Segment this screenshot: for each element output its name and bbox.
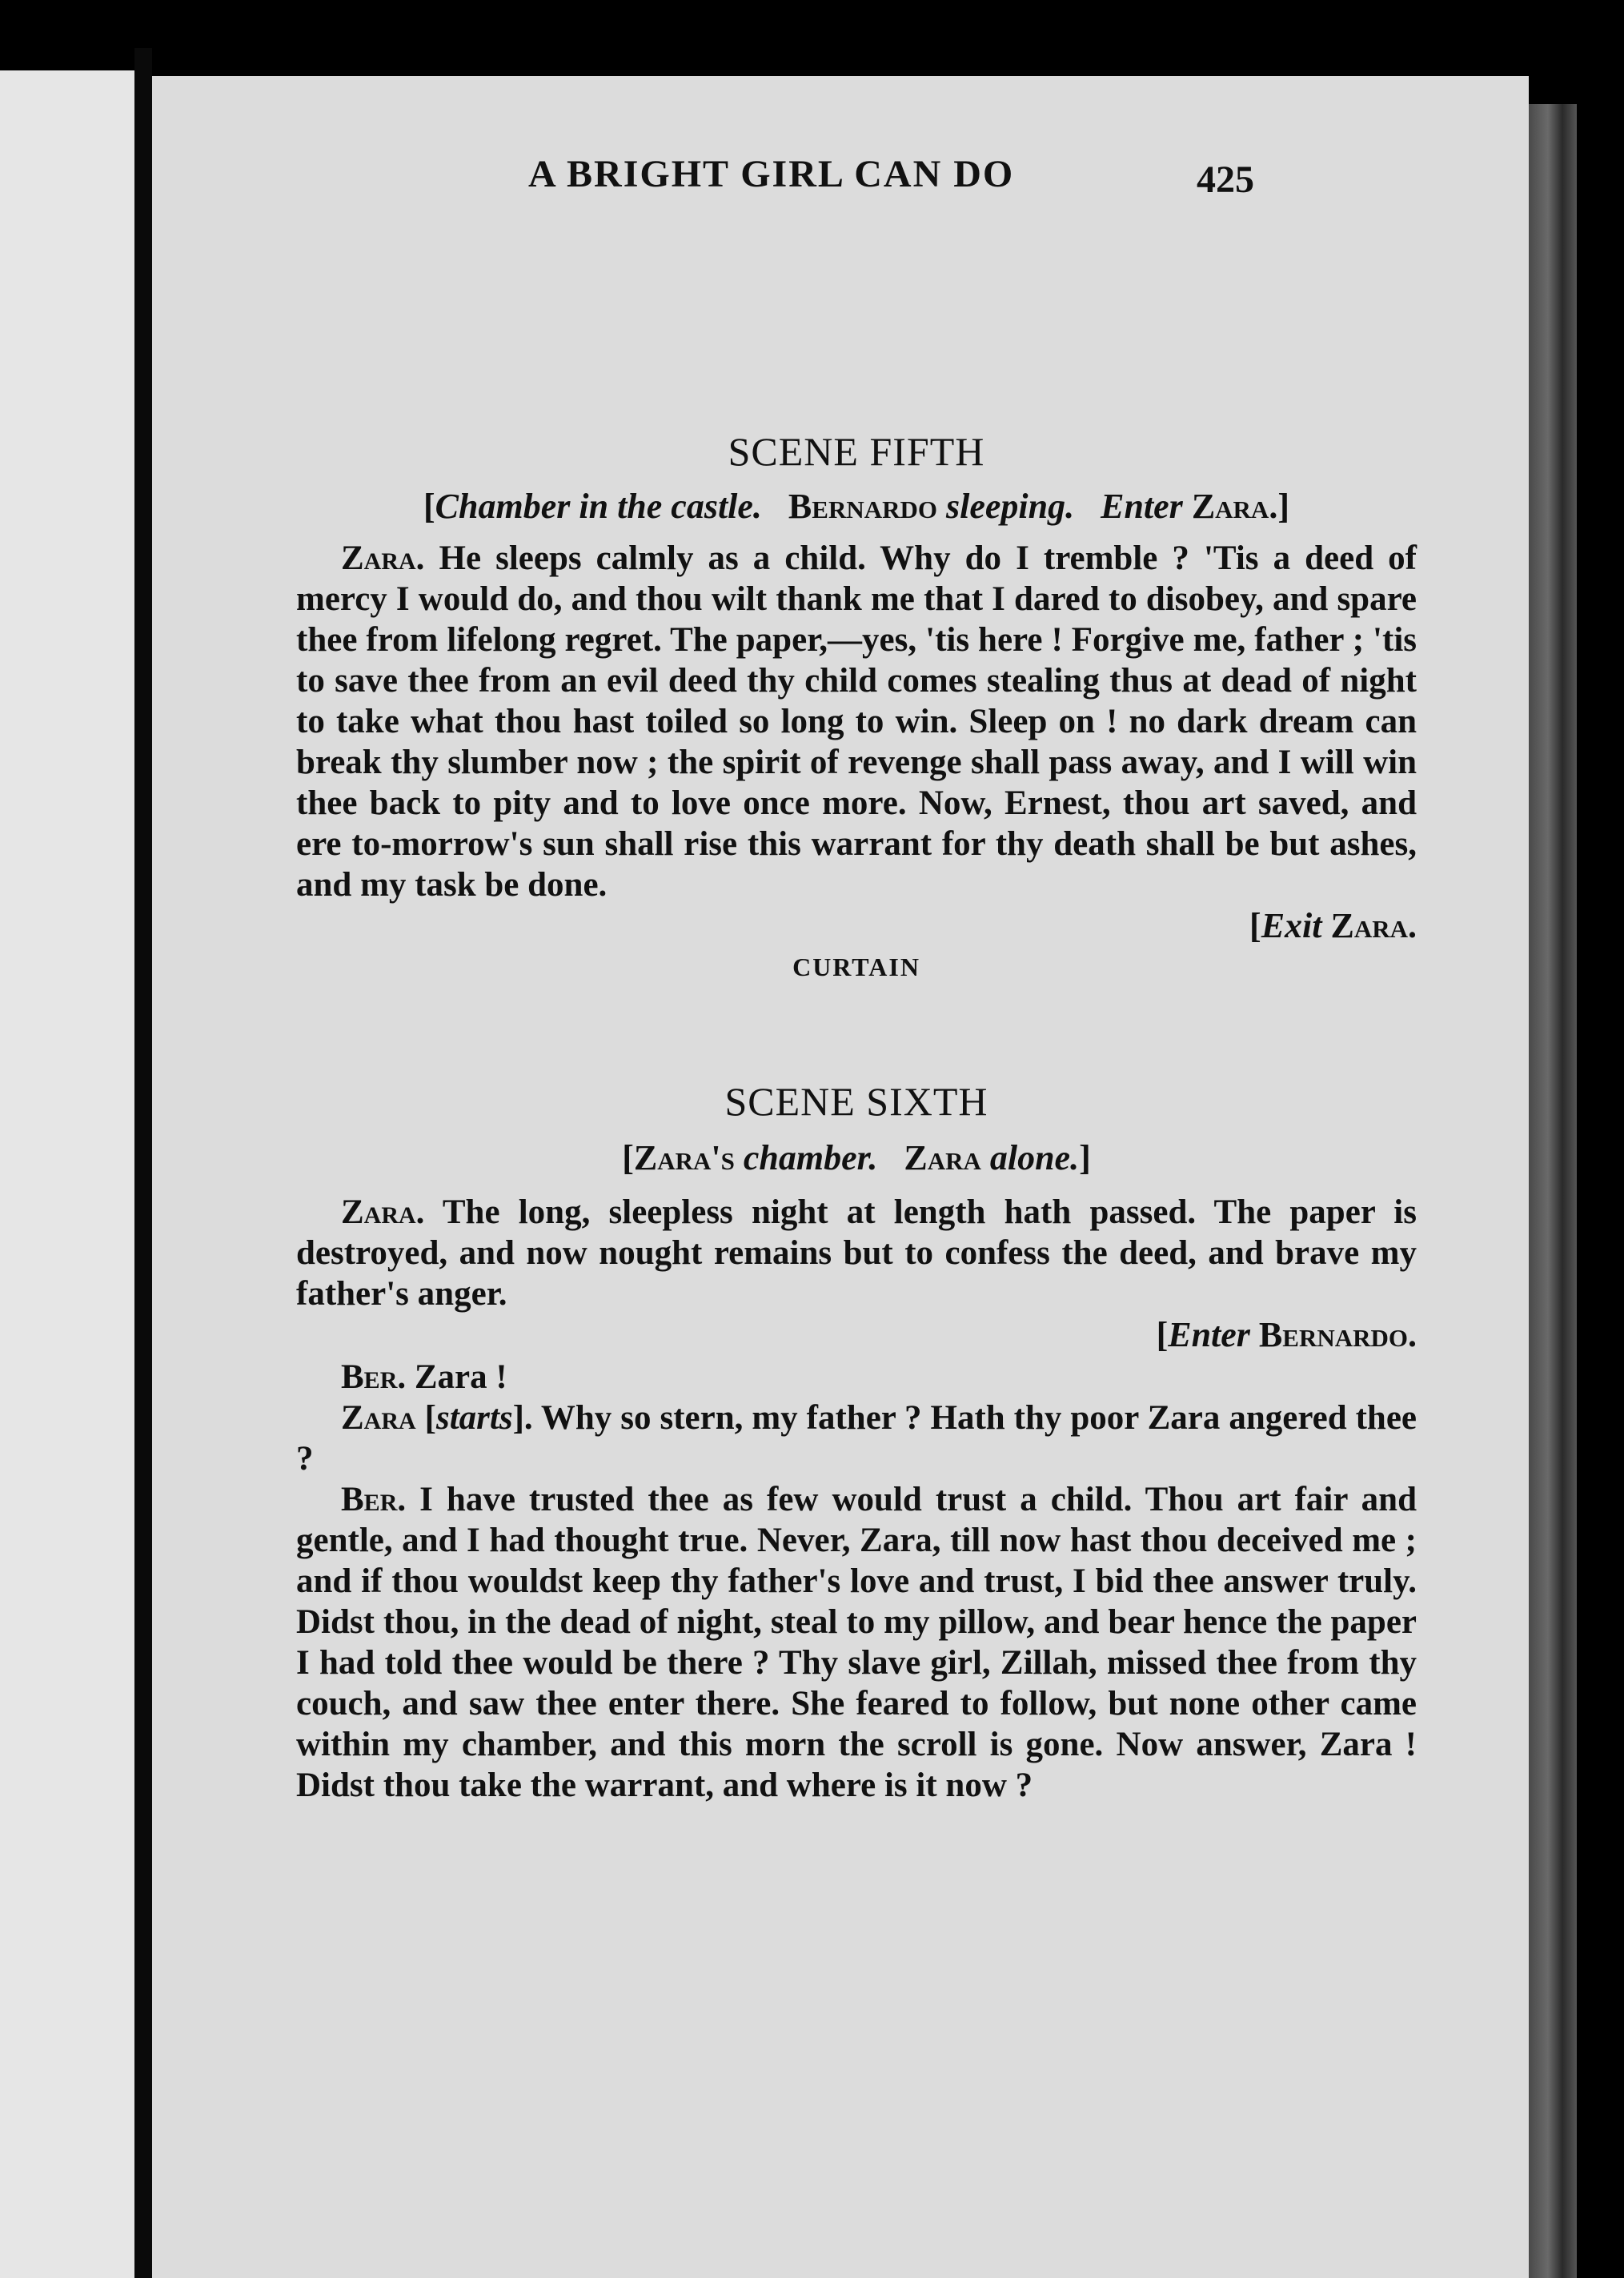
speaker-name: Zara — [341, 1399, 416, 1438]
enter-direction — [296, 1314, 1417, 1357]
speech-zara — [296, 1398, 1417, 1479]
book-page — [152, 76, 1529, 2278]
character-name: Zara — [904, 1137, 981, 1177]
direction-enter: Enter — [1168, 1315, 1250, 1355]
direction-setting: chamber. — [743, 1137, 878, 1177]
facing-page-edge — [0, 70, 134, 2278]
bracket-close: ]. — [512, 1399, 533, 1438]
speech-text: Why so stern, my father ? Hath thy poor Zara angered thee ? — [296, 1399, 1417, 1478]
character-name: Bernardo — [788, 487, 937, 526]
speech-zara — [296, 1192, 1417, 1314]
scene-fifth-direction — [296, 486, 1417, 528]
book-gutter — [134, 48, 152, 2278]
direction-enter: Enter — [1101, 487, 1183, 526]
direction-action: sleeping. — [946, 487, 1075, 526]
scene-sixth-direction — [296, 1137, 1417, 1180]
scene-sixth-heading: SCENE SIXTH — [724, 1078, 988, 1124]
page-number: 425 — [1197, 158, 1254, 201]
exit-direction — [296, 905, 1417, 948]
bracket-open: [ — [622, 1137, 634, 1177]
page-content — [296, 228, 1417, 1806]
bracket-open: [ — [423, 487, 435, 526]
running-head-title: A BRIGHT GIRL CAN DO — [528, 153, 1015, 195]
speaker-name: Ber. — [341, 1358, 407, 1397]
direction-setting: Chamber in the castle. — [435, 487, 762, 526]
speech-text: I have trusted thee as few would trust a child. Thou art fair and gentle, and I had thought true. Never, Zara, till now hast thou deceived me ; and if thou wouldst keep thy father's love and trust, I bid thee answer truly. Didst thou, in the dead of night, steal to my pillow, and bear hence the paper I had told thee would be there ? Thy slave girl, Zillah, missed thee from thy couch, and saw thee enter there. She feared to follow, but none other came within my chamber, and this morn the scroll is gone. Now answer, Zara ! Didst thou take the warrant, and where is it now ? — [296, 1481, 1417, 1805]
curtain-label: CURTAIN — [792, 952, 920, 981]
character-name: Zara's — [633, 1137, 735, 1177]
stage-aside: starts — [436, 1399, 513, 1438]
direction-action: alone. — [989, 1137, 1080, 1177]
bracket-close: ] — [1079, 1137, 1091, 1177]
speaker-name: Zara. — [341, 539, 425, 577]
bracket-close: ] — [1277, 487, 1289, 526]
bracket-open: [ — [1249, 905, 1261, 945]
speech-text: The long, sleepless night at length hath passed. The paper is destroyed, and now nought remains but to confess the deed, and brave my father's anger. — [296, 1193, 1417, 1313]
speech-bernardo — [296, 1357, 1417, 1398]
speech-zara — [296, 538, 1417, 905]
speech-bernardo — [296, 1479, 1417, 1806]
character-name: Bernardo. — [1258, 1315, 1417, 1355]
speaker-name: Ber. — [341, 1481, 407, 1519]
speech-text: He sleeps calmly as a child. Why do I tremble ? 'Tis a deed of mercy I would do, and thou wilt thank me that I dared to disobey, and spare thee from lifelong regret. The paper,—yes, 'tis here ! Forgive me, father ; 'tis to save thee from an evil deed thy child comes stealing thus at dead of night to take what thou hast toiled so long to win. Sleep on ! no dark dream can break thy slumber now ; the spirit of revenge shall pass away, and I will win thee back to pity and to love once more. Now, Ernest, thou art saved, and ere to-morrow's sun shall rise this warrant for thy death shall be but ashes, and my task be done. — [296, 539, 1417, 904]
speaker-name: Zara. — [341, 1193, 425, 1232]
page-stack-edge — [1529, 104, 1577, 2278]
bracket-open: [ — [424, 1399, 436, 1438]
bracket-open: [ — [1156, 1315, 1169, 1355]
scene-fifth-heading: SCENE FIFTH — [728, 429, 985, 474]
character-name: Zara. — [1330, 905, 1417, 945]
character-name: Zara. — [1191, 487, 1278, 526]
speech-text: Zara ! — [414, 1358, 507, 1397]
direction-exit: Exit — [1261, 905, 1322, 945]
